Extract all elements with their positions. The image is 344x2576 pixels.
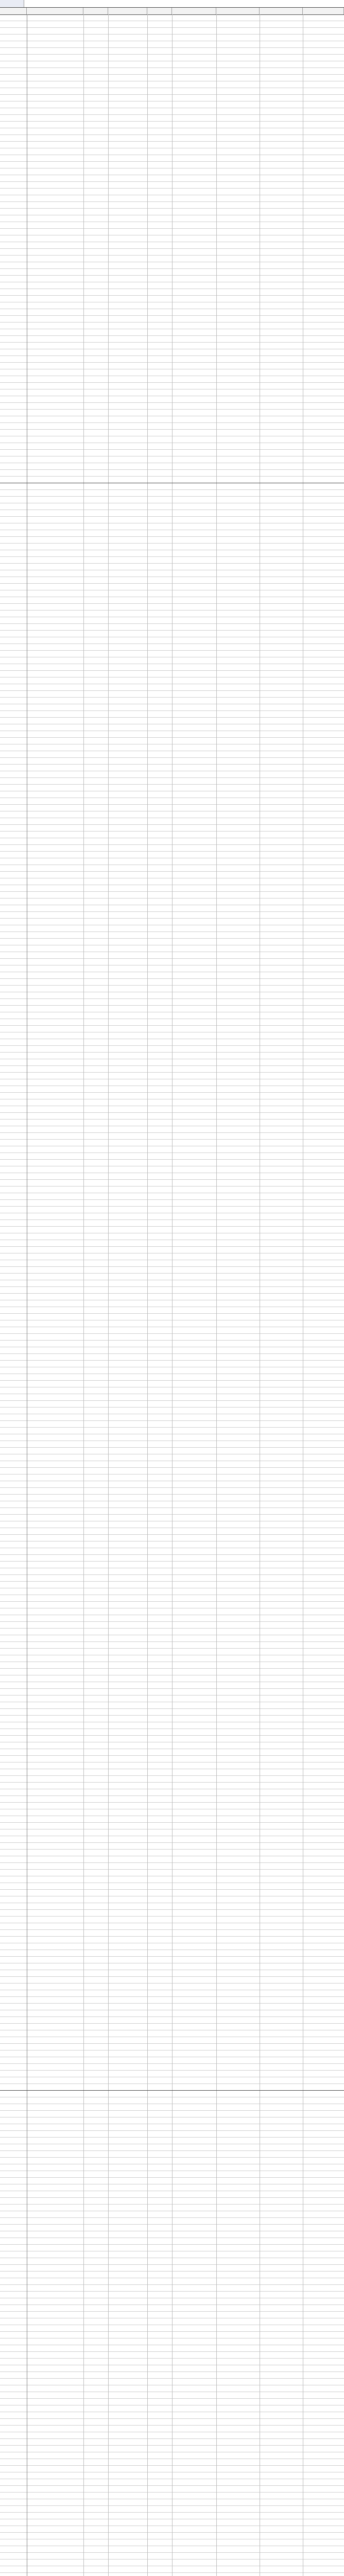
title-row-leading-cell — [0, 0, 24, 7]
column-header — [172, 8, 216, 14]
column-header — [216, 8, 260, 14]
column-header — [260, 8, 303, 14]
title-row — [0, 0, 344, 8]
column-header — [27, 8, 83, 14]
column-header — [83, 8, 108, 14]
column-header — [0, 8, 27, 14]
table-group — [0, 2091, 344, 2576]
column-header-row — [0, 8, 344, 15]
table-group — [0, 14, 344, 483]
column-header — [108, 8, 147, 14]
column-header — [303, 8, 344, 14]
table-group — [0, 483, 344, 2091]
column-header — [147, 8, 172, 14]
sheet-title — [24, 0, 344, 7]
